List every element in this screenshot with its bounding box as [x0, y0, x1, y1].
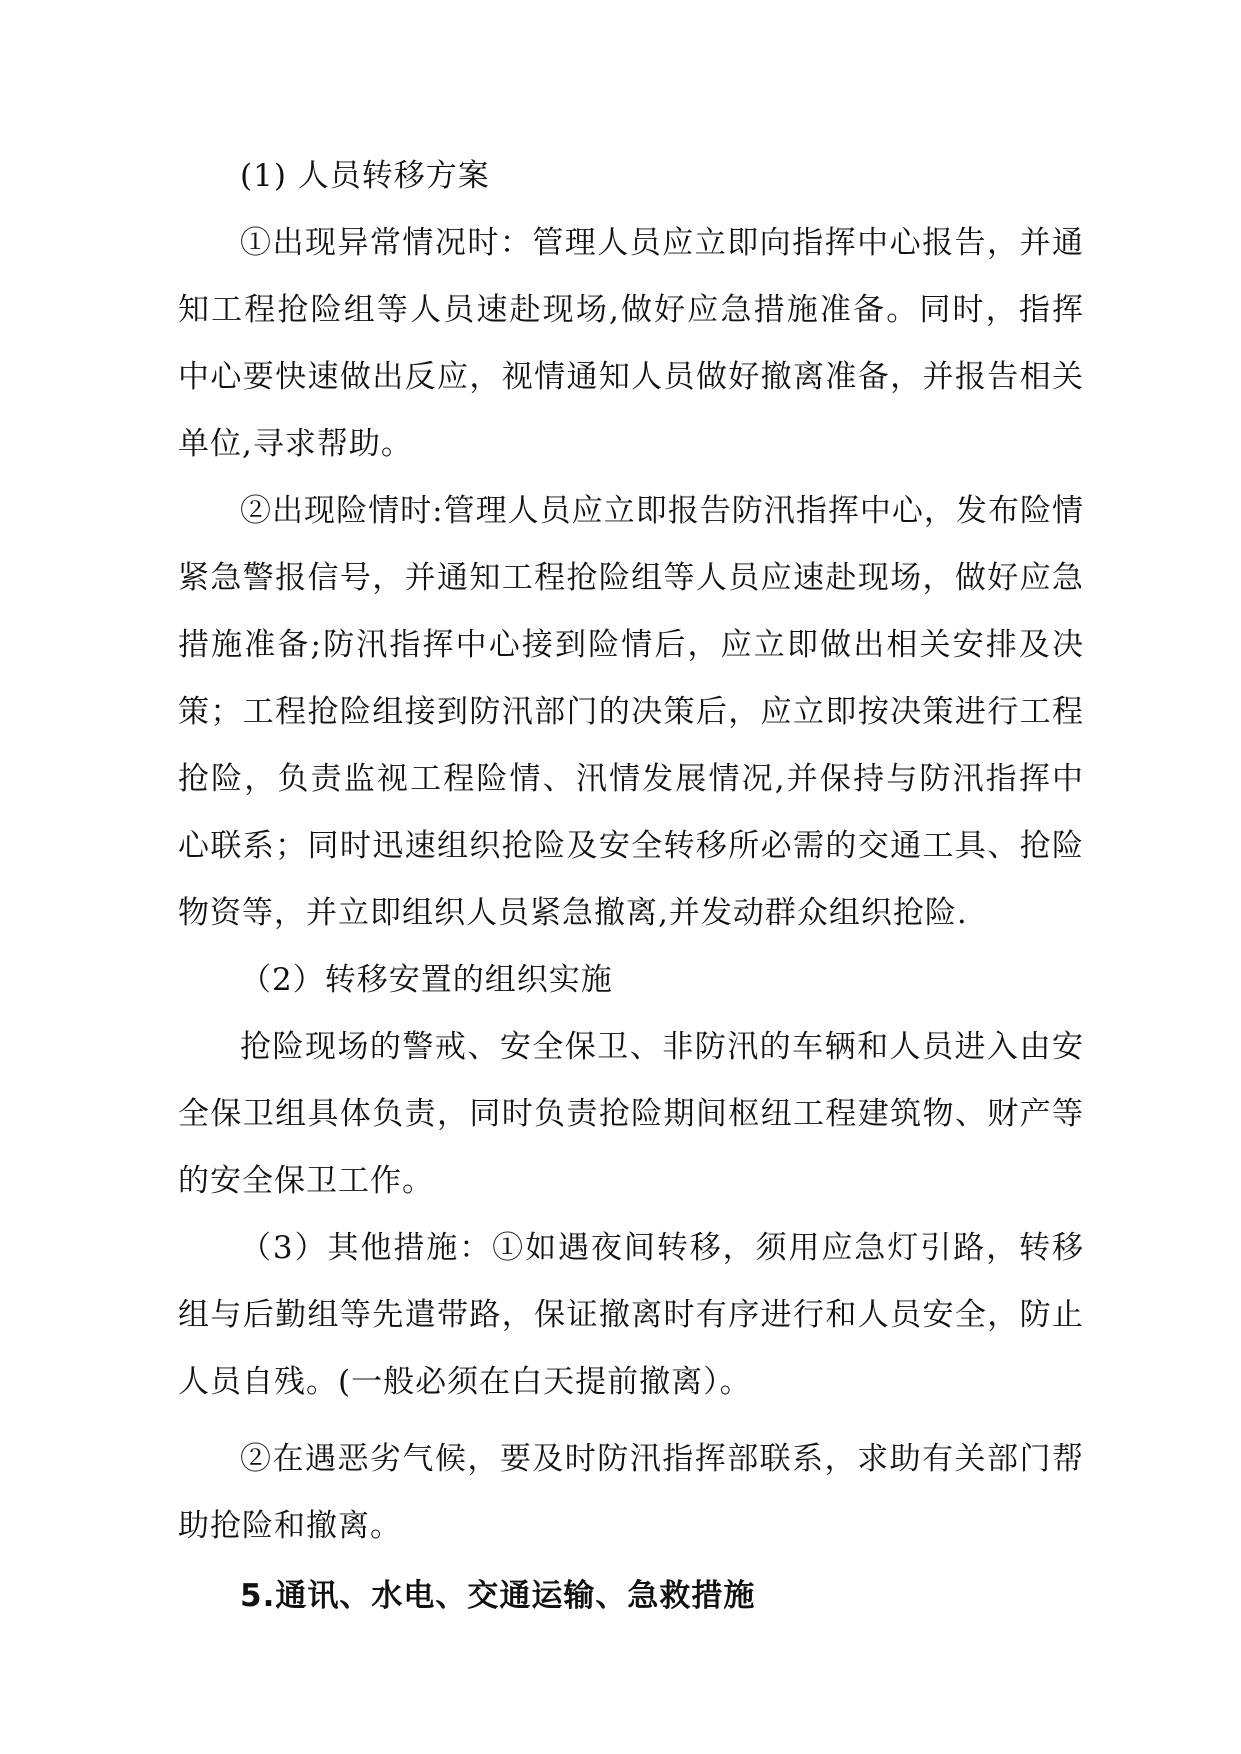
section-3-body: （3）其他措施：①如遇夜间转移，须用应急灯引路，转移组与后勤组等先遣带路，保证撤离时有序进行和人员安全，防止人员自残。(一般必须在白天提前撤离）。	[178, 1230, 1084, 1400]
document-page	[178, 143, 1084, 1628]
section-2-body: 抢险现场的警戒、安全保卫、非防汛的车辆和人员进入由安全保卫组具体负责，同时负责抢险期间枢纽工程建筑物、财产等的安全保卫工作。	[178, 1029, 1084, 1199]
section-2-title: （2）转移安置的组织实施	[240, 962, 613, 998]
section-1-item-2: ②出现险情时:管理人员应立即报告防汛指挥中心，发布险情紧急警报信号，并通知工程抢险组等人员应速赴现场，做好应急措施准备;防汛指挥中心接到险情后，应立即做出相关安排及决策；工程抢险组接到防汛部门的决策后，应立即按决策进行工程抢险，负责监视工程险情、汛情发展情况,并保持与防汛指挥中心联系；同时迅速组织抢险及安全转移所必需的交通工具、抢险物资等，并立即组织人员紧急撤离,并发动群众组织抢险.	[178, 493, 1084, 931]
section-1-item-1: ①出现异常情况时：管理人员应立即向指挥中心报告，并通知工程抢险组等人员速赴现场,做好应急措施准备。同时，指挥中心要快速做出反应，视情通知人员做好撤离准备，并报告相关单位,寻求帮助。	[178, 225, 1084, 462]
section-5-heading: 5.通讯、水电、交通运输、急救措施	[240, 1578, 756, 1614]
section-3-item-2: ②在遇恶劣气候，要及时防汛指挥部联系，求助有关部门帮助抢险和撤离。	[178, 1441, 1084, 1544]
section-1-title: (1) 人员转移方案	[240, 158, 490, 194]
